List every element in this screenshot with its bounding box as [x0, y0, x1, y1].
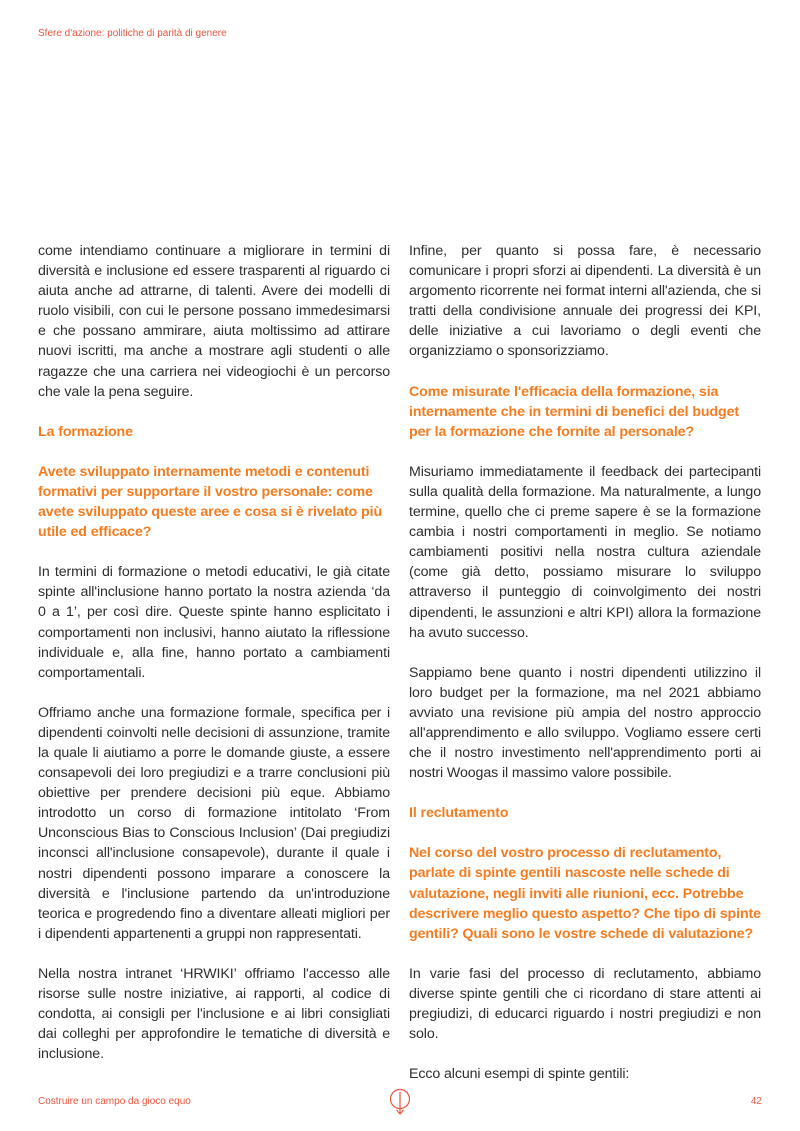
page-number: 42	[750, 1096, 762, 1107]
body-paragraph: Offriamo anche una formazione formale, specifica per i dipendenti coinvolti nelle decisioni di assunzione, tramite la quale li aiutiamo a porre le domande giuste, a essere consapevoli dei loro pregiudizi e a trarre conclusioni più obiettive per prendere decisioni più eque. Abbiamo introdotto un corso di formazione intitolato ‘From Unconscious Bias to Conscious Inclusion’ (Dai pregiudizi inconsci all'inclusione consapevole), durante il quale i nostri dipendenti possono imparare a conoscere la diversità e l'inclusione partendo da un'introduzione teorica e progredendo fino a diventare alleati migliori per i dipendenti appartenenti a gruppi non rappresentati.	[38, 704, 390, 942]
body-paragraph: Misuriamo immediatamente il feedback dei partecipanti sulla qualità della formazione. Ma naturalmente, a lungo termine, quello che ci preme sapere è se la formazione cambia i nostri comportamenti in meglio. Se notiamo cambiamenti positivi nella nostra cultura aziendale (come già detto, possiamo misurare lo sviluppo attraverso il punteggio di coinvolgimento dei nostri dipendenti, le assunzioni e altri KPI) allora la formazione ha avuto successo.	[409, 463, 761, 641]
interview-question: Come misurate l'efficacia della formazione, sia internamente che in termini di benefici del budget per la formazione che fornite al personale?	[409, 383, 740, 440]
body-paragraph: In varie fasi del processo di reclutamento, abbiamo diverse spinte gentili che ci ricordano di stare attenti ai pregiudizi, di educarci riguardo i nostri pregiudizi e non solo.	[409, 965, 761, 1043]
interview-question: Nel corso del vostro processo di reclutamento, parlate di spinte gentili nascoste nelle schede di valutazione, negli inviti alle riunioni, ecc. Potrebbe descrivere meglio questo aspetto? Che tipo di spinte gentili? Quali sono le vostre schede di valutazione?	[409, 845, 761, 942]
arrow-down-circle-icon	[388, 1088, 412, 1118]
section-heading-reclutamento: Il reclutamento	[409, 805, 509, 822]
running-header: Sfere d'azione: politiche di parità di genere	[38, 28, 227, 39]
body-paragraph: Sappiamo bene quanto i nostri dipendenti utilizzino il loro budget per la formazione, ma nel 2021 abbiamo avviato una revisione più ampia del nostro approccio all'apprendimento e allo sviluppo. Vogliamo essere certi che il nostro investimento nell'apprendimento porti ai nostri Woogas il massimo valore possibile.	[409, 664, 761, 782]
left-column	[38, 241, 390, 1084]
right-column	[409, 241, 761, 1104]
body-paragraph: Infine, per quanto si possa fare, è necessario comunicare i propri sforzi ai dipendenti. La diversità è un argomento ricorrente nei format interni all'azienda, che si tratti della condivisione annuale dei progressi dei KPI, delle iniziative a cui lavoriamo o degli eventi che organizziamo o sponsorizziamo.	[409, 243, 761, 360]
interview-question: Avete sviluppato internamente metodi e contenuti formativi per supportare il vostro personale: come avete sviluppato queste aree e cosa si è rivelato più utile ed efficace?	[38, 463, 383, 541]
footer-document-title: Costruire un campo da gioco equo	[38, 1096, 191, 1107]
body-paragraph: come intendiamo continuare a migliorare in termini di diversità e inclusione ed essere trasparenti al riguardo ci aiuta anche ad attrarne, di talenti. Avere dei modelli di ruolo visibili, con cui le persone possano immedesimarsi e che possano ammirare, aiuta moltissimo ad attirare nuovi iscritti, ma anche a mostrare agli studenti o alle ragazze che una carriera nei videogiochi è un percorso che vale la pena seguire.	[38, 243, 390, 400]
body-paragraph: Nella nostra intranet ‘HRWIKI’ offriamo l'accesso alle risorse sulle nostre iniziative, ai rapporti, al codice di condotta, ai consigli per l'inclusione e ai libri consigliati dai colleghi per approfondire le tematiche di diversità e inclusione.	[38, 965, 390, 1063]
body-paragraph: In termini di formazione o metodi educativi, le già citate spinte all'inclusione hanno portato la nostra azienda ‘da 0 a 1’, per così dire. Queste spinte hanno esplicitato i comportamenti non inclusivi, hanno aiutato la riflessione individuale e, alla fine, hanno portato a cambiamenti comportamentali.	[38, 564, 390, 681]
body-paragraph: Ecco alcuni esempi di spinte gentili:	[409, 1066, 630, 1083]
section-heading-formazione: La formazione	[38, 423, 133, 440]
